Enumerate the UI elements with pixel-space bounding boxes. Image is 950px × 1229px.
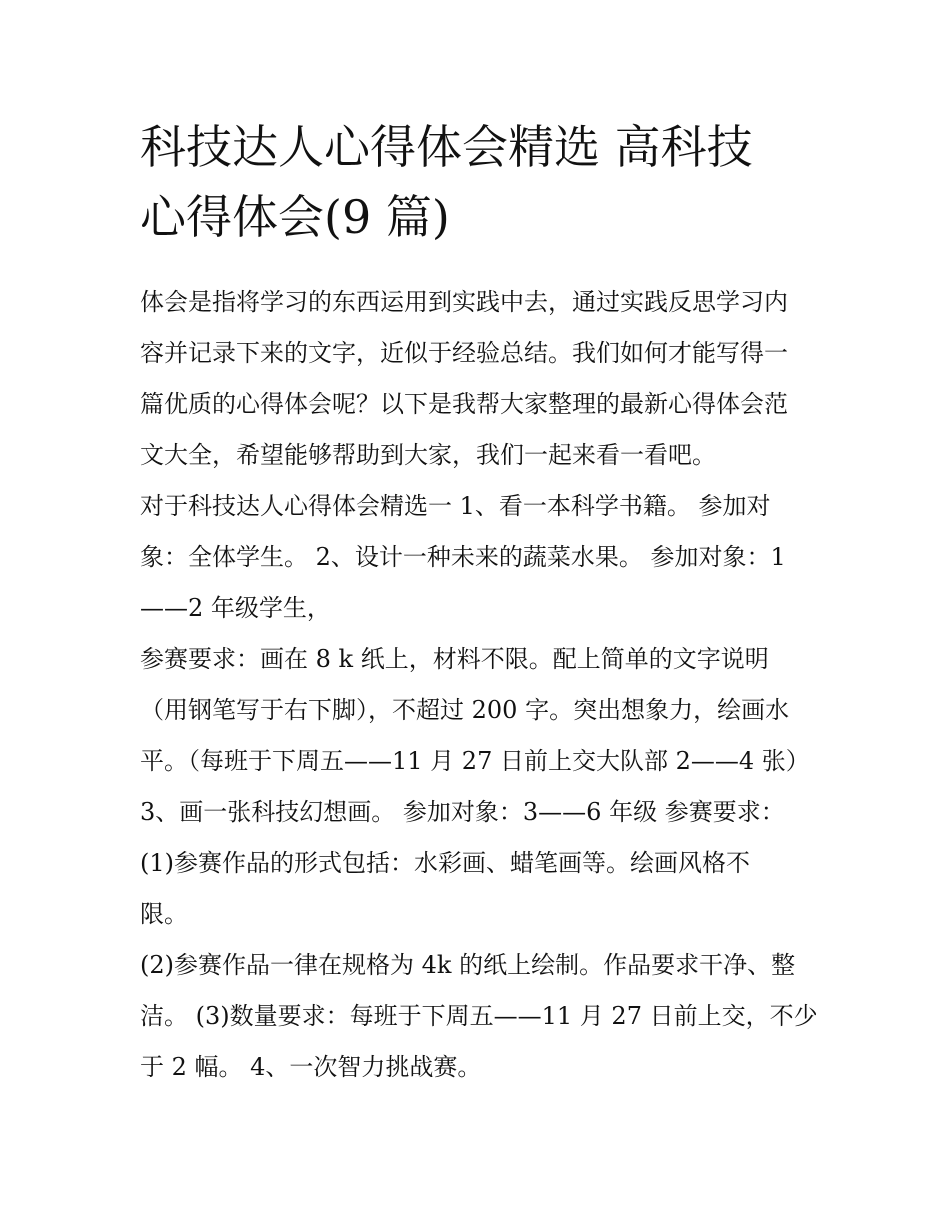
document-body [140, 277, 820, 1093]
requirements-paragraph [140, 634, 820, 940]
submission-paragraph [140, 940, 820, 1093]
text-line: 平。（每班于下周五——11 月 27 日前上交大队部 2——4 张） [140, 747, 810, 775]
intro-paragraph [140, 277, 820, 481]
text-line: ——2 年级学生， [140, 594, 331, 622]
title-line: 科技达人心得体会精选 高科技 [140, 120, 753, 174]
text-line: 洁。 (3)数量要求：每班于下周五——11 月 27 日前上交，不少 [140, 1002, 818, 1030]
document-title [140, 112, 820, 252]
text-line: 文大全，希望能够帮助到大家，我们一起来看一看吧。 [140, 441, 716, 469]
text-line: 参赛要求：画在 8 k 纸上，材料不限。配上简单的文字说明 [140, 645, 769, 673]
title-line: 心得体会(9 篇) [140, 190, 450, 244]
text-line: 对于科技达人心得体会精选一 1、看一本科学书籍。 参加对 [140, 492, 771, 520]
text-line: (2)参赛作品一律在规格为 4k 的纸上绘制。作品要求干净、整 [140, 951, 796, 979]
text-line: 体会是指将学习的东西运用到实践中去，通过实践反思学习内 [140, 288, 788, 316]
text-line: 象：全体学生。 2、设计一种未来的蔬菜水果。 参加对象：1 [140, 543, 786, 571]
text-line: 于 2 幅。 4、一次智力挑战赛。 [140, 1053, 482, 1081]
text-line: （用钢笔写于右下脚），不超过 200 字。突出想象力，绘画水 [140, 696, 790, 724]
text-line: 3、画一张科技幻想画。 参加对象：3——6 年级 参赛要求： [140, 798, 785, 826]
text-line: (1)参赛作品的形式包括：水彩画、蜡笔画等。绘画风格不 [140, 849, 750, 877]
activity-paragraph [140, 481, 820, 634]
text-line: 篇优质的心得体会呢？以下是我帮大家整理的最新心得体会范 [140, 390, 788, 418]
text-line: 容并记录下来的文字，近似于经验总结。我们如何才能写得一 [140, 339, 788, 367]
text-line: 限。 [140, 900, 188, 928]
